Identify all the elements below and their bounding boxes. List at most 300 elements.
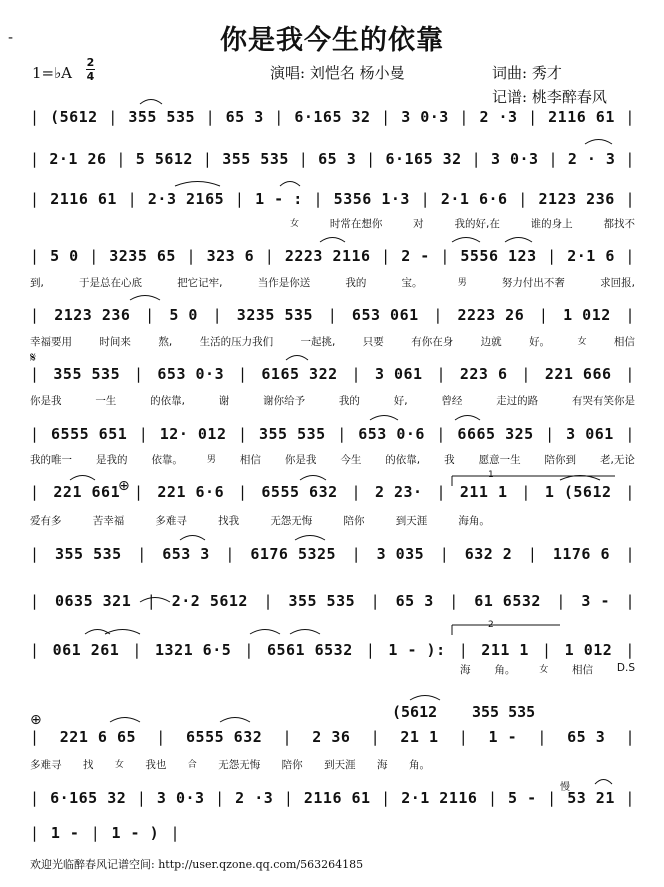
barline: | (237, 425, 248, 443)
barline: | (625, 641, 635, 659)
measure: 2 23· (374, 483, 423, 501)
measure: 5356 1·3 (333, 190, 410, 208)
lyric-word: 愿意一生 (478, 454, 521, 466)
measure: 6665 325 (457, 425, 534, 443)
lyric-word: 无怨无悔 (218, 759, 261, 771)
measure: (5612 (50, 108, 98, 126)
footer-credit: 欢迎光临醉春风记谱空间: http://user.qzone.qq.com/563264185 (30, 858, 364, 871)
measure: 5 - (508, 789, 537, 807)
barline: | (30, 483, 40, 501)
measure: 61 6532 (474, 592, 541, 610)
lyric-word: 有你在身 (411, 336, 454, 348)
barline: | (381, 108, 391, 126)
measure: 6555 632 (186, 728, 263, 746)
volta-2-label: 2 (488, 620, 494, 630)
lyric-word: 海 (377, 759, 388, 771)
lyric-word: 只要 (362, 336, 384, 348)
measure: 65 3 (395, 592, 434, 610)
lyric-word: 对 (413, 218, 424, 230)
barline: | (625, 365, 635, 383)
measure: 6·165 32 (385, 150, 462, 168)
lyric-word: 谢 (218, 395, 230, 407)
lyric-word: 女 (577, 337, 587, 347)
lyric-word: 曾经 (441, 395, 463, 407)
barline: | (458, 728, 469, 746)
score-row (30, 824, 180, 842)
slur (290, 630, 320, 635)
score-row (30, 247, 635, 265)
measure: 12· 012 (159, 425, 227, 443)
segno-mark: 𝄋 (30, 350, 37, 366)
measure: 0635 321 (55, 592, 132, 610)
measure: 6176 5325 (250, 545, 337, 563)
barline: | (30, 247, 40, 265)
lyric-word: 我 (444, 454, 455, 466)
measure: 6555 632 (261, 483, 338, 501)
measure: 355 535 (222, 150, 289, 168)
measure: 2·1 26 (49, 150, 107, 168)
lyric-word: 谢你给予 (263, 395, 306, 407)
slur (105, 630, 140, 635)
lyric-word: 的依靠, (150, 395, 185, 407)
measure: 5 0 (50, 247, 79, 265)
measure: 355 535 (258, 425, 326, 443)
barline: | (440, 247, 450, 265)
lyric-word: 爱有多 (30, 515, 62, 527)
barline: | (625, 190, 635, 208)
measure: 2 ·3 (479, 108, 518, 126)
lyric-word: 找我 (218, 515, 240, 527)
barline: | (145, 306, 155, 324)
time-signature (86, 57, 95, 82)
barline: | (30, 592, 40, 610)
barline: | (146, 592, 157, 610)
slur (452, 238, 480, 243)
measure: 53 21 (567, 789, 615, 807)
barline: | (205, 108, 216, 126)
measure: 2 - (401, 247, 430, 265)
lyric-word: 时常在想你 (329, 218, 383, 230)
time-signature-bottom: 4 (86, 70, 95, 83)
lyric-word: 我的 (345, 277, 367, 289)
lyric-word: 陪你 (343, 515, 365, 527)
barline: | (538, 306, 549, 324)
barline: | (547, 247, 557, 265)
barline: | (528, 108, 538, 126)
barline: | (625, 425, 635, 443)
measure: 221 661 (53, 483, 121, 501)
lyric-word: 海 (460, 664, 471, 676)
barline: | (30, 150, 40, 168)
lyric-word: D.S (616, 662, 635, 674)
score-row (30, 545, 635, 563)
barline: | (138, 425, 149, 443)
lyric-word: 多难寻 (30, 759, 62, 771)
lyric-word: 一起挑, (300, 336, 336, 348)
barline: | (30, 641, 40, 659)
lyric-word: 谁的身上 (530, 218, 573, 230)
lyric-word: 找 (82, 759, 94, 771)
lyric-word: 幸福要用 (30, 336, 72, 348)
barline: | (30, 728, 40, 746)
lyric-word: 有哭有笑你是 (572, 395, 635, 407)
measure: 5 5612 (135, 150, 193, 168)
barline: | (134, 365, 144, 383)
barline: | (202, 150, 213, 168)
lyric-line (30, 334, 635, 349)
measure: 3 - (581, 592, 610, 610)
barline: | (30, 545, 40, 563)
slur (295, 536, 325, 541)
barline: | (127, 190, 138, 208)
barline: | (521, 483, 531, 501)
lyric-word: 我的唯一 (30, 454, 72, 466)
barline: | (116, 150, 126, 168)
measure: 3235 535 (236, 306, 314, 324)
barline: | (449, 592, 459, 610)
lyric-word: 相信 (613, 336, 635, 348)
score-row (30, 641, 635, 659)
lyric-line (30, 275, 635, 290)
lyric-word: 依靠。 (151, 454, 183, 466)
barline: | (366, 150, 376, 168)
barline: | (136, 789, 147, 807)
slur (130, 296, 160, 301)
lyricist-credit: 词曲: 秀才 (492, 64, 562, 82)
lyric-word: 到天涯 (395, 515, 428, 527)
barline: | (337, 425, 347, 443)
lyric-word: 角。 (494, 664, 516, 676)
measure: 2 36 (312, 728, 351, 746)
barline: | (234, 190, 245, 208)
measure: 355 535 (55, 545, 122, 563)
lyric-line (30, 757, 430, 772)
measure: 2223 26 (457, 306, 525, 324)
barline: | (625, 728, 635, 746)
slur (505, 238, 532, 243)
time-signature-top: 2 (86, 56, 95, 69)
lyric-word: 好。 (529, 336, 551, 348)
measure: 653 3 (162, 545, 210, 563)
barline: | (108, 108, 118, 126)
slur (455, 416, 480, 421)
lyric-word: 生活的压力我们 (199, 336, 274, 348)
measure: 632 2 (464, 545, 513, 563)
barline: | (30, 108, 40, 126)
barline: | (90, 824, 101, 842)
slow-mark: 慢 (560, 782, 570, 793)
lyric-word: 老,无论 (600, 454, 635, 466)
lyric-line (30, 393, 635, 408)
barline: | (89, 247, 99, 265)
lyric-word: 当作是你送 (257, 277, 311, 289)
barline: | (487, 789, 498, 807)
barline: | (170, 824, 180, 842)
measure: 2·3 2165 (147, 190, 225, 208)
barline: | (521, 365, 531, 383)
measure: 2116 61 (50, 190, 117, 208)
barline: | (134, 483, 144, 501)
barline: | (298, 150, 309, 168)
lyric-word: 一生 (95, 395, 117, 407)
barline: | (625, 592, 635, 610)
measure: 2116 61 (303, 789, 371, 807)
score-row (30, 592, 635, 610)
measure: 2·1 6·6 (440, 190, 508, 208)
measure: 2123 236 (538, 190, 615, 208)
barline: | (30, 190, 40, 208)
coda-intro-measure-2: 355 535 (472, 703, 536, 721)
volta-1-label: 1 (488, 470, 494, 480)
barline: | (542, 641, 552, 659)
barline: | (264, 247, 275, 265)
barline: | (436, 425, 446, 443)
lyric-word: 相信 (572, 664, 594, 676)
measure: 3 0·3 (490, 150, 539, 168)
barline: | (625, 483, 635, 501)
measure: 653 0·3 (157, 365, 225, 383)
barline: | (625, 545, 635, 563)
measure: 1 - (50, 824, 80, 842)
barline: | (327, 306, 338, 324)
slur (370, 416, 398, 421)
measure: 3235 65 (109, 247, 176, 265)
measure: 5556 123 (460, 247, 537, 265)
barline: | (137, 545, 147, 563)
measure: 355 535 (53, 365, 121, 383)
measure: 223 6 (459, 365, 508, 383)
measure: 2116 61 (548, 108, 615, 126)
lyric-word: 宝。 (401, 277, 423, 289)
lyric-word: 女 (290, 219, 300, 229)
barline: | (381, 247, 391, 265)
measure: 1 - (488, 728, 518, 746)
measure: 1 - : (255, 190, 303, 208)
measure: 6·165 32 (50, 789, 127, 807)
lyric-line (460, 662, 635, 677)
slur (560, 476, 600, 481)
slur (180, 536, 205, 541)
barline: | (132, 641, 142, 659)
measure: 1176 6 (552, 545, 610, 563)
barline: | (545, 425, 555, 443)
lyric-word: 你是我 (30, 395, 62, 407)
barline: | (436, 483, 446, 501)
lyric-word: 今生 (340, 454, 362, 466)
transcriber-credit: 记谱: 桃李醉春风 (492, 88, 607, 106)
measure: 2·1 6 (567, 247, 615, 265)
lyric-word: 到天涯 (324, 759, 356, 771)
score-row (30, 306, 635, 324)
lyric-word: 女 (114, 760, 124, 770)
slur (595, 780, 612, 785)
barline: | (30, 365, 40, 383)
page-dash: - (8, 30, 14, 46)
lyric-word: 好, (393, 395, 408, 407)
measure: 221 666 (544, 365, 612, 383)
barline: | (556, 592, 566, 610)
barline: | (30, 824, 40, 842)
score-row (30, 150, 635, 168)
barline: | (238, 365, 248, 383)
slur (585, 140, 612, 145)
measure: 221 6·6 (157, 483, 225, 501)
lyric-word: 男 (206, 455, 216, 465)
slur (280, 182, 300, 187)
lyric-word: 合 (187, 760, 197, 770)
lyric-word: 熬, (158, 336, 173, 348)
score-row (30, 425, 635, 443)
measure: 2223 2116 (284, 247, 371, 265)
coda-intro-measure-1: (5612 (392, 703, 438, 721)
lyric-word: 于是总在心底 (79, 277, 143, 289)
measure: 3 0·3 (156, 789, 205, 807)
slur (110, 718, 140, 723)
lyric-word: 陪你 (281, 759, 303, 771)
barline: | (30, 306, 40, 324)
lyric-word: 把它记牢, (177, 277, 223, 289)
lyric-word: 到, (30, 277, 44, 289)
barline: | (625, 306, 635, 324)
coda-mark: ⊕ (118, 478, 130, 494)
barline: | (30, 425, 40, 443)
slur (140, 100, 162, 105)
measure: 65 3 (567, 728, 606, 746)
barline: | (436, 365, 446, 383)
slur (286, 356, 308, 361)
lyric-word: 我的好,在 (454, 218, 500, 230)
score-row (30, 789, 635, 807)
barline: | (420, 190, 431, 208)
barline: | (625, 789, 635, 807)
barline: | (527, 545, 538, 563)
measure: 2·2 5612 (171, 592, 248, 610)
barline: | (351, 483, 362, 501)
measure: 2 · 3 (567, 150, 616, 168)
score-row (30, 190, 635, 208)
lyric-word: 是我的 (95, 454, 128, 466)
lyric-word: 努力付出不奢 (501, 277, 565, 289)
barline: | (458, 641, 469, 659)
slur (410, 696, 440, 701)
barline: | (547, 789, 557, 807)
measure: 3 061 (374, 365, 423, 383)
measure: 1 012 (563, 306, 611, 324)
barline: | (518, 190, 528, 208)
measure: 1321 6·5 (155, 641, 232, 659)
measure: 1 (5612 (544, 483, 612, 501)
measure: 2·1 2116 (401, 789, 478, 807)
measure: 6·165 32 (294, 108, 371, 126)
measure: 21 1 (400, 728, 439, 746)
lyric-word: 求回报, (600, 277, 635, 289)
lyric-word: 都找不 (603, 218, 635, 230)
barline: | (439, 545, 450, 563)
measure: 2 ·3 (235, 789, 274, 807)
barline: | (548, 150, 558, 168)
measure: 65 3 (225, 108, 264, 126)
lyric-word: 的依靠, (385, 454, 421, 466)
barline: | (459, 108, 469, 126)
barline: | (351, 545, 362, 563)
barline: | (370, 592, 381, 610)
singers-credit: 演唱: 刘恺名 杨小曼 (270, 64, 405, 82)
barline: | (351, 365, 362, 383)
measure: 65 3 (318, 150, 357, 168)
barline: | (433, 306, 443, 324)
key-signature: 1=♭A (32, 64, 73, 82)
song-title: 你是我今生的依靠 (220, 25, 444, 56)
measure: 1 - ) (111, 824, 160, 842)
barline: | (471, 150, 482, 168)
lyric-word: 苦幸福 (92, 515, 125, 527)
measure: 355 535 (128, 108, 196, 126)
barline: | (625, 150, 635, 168)
measure: 355 535 (288, 592, 356, 610)
measure: 061 261 (52, 641, 120, 659)
slur (175, 182, 220, 187)
measure: 3 061 (566, 425, 614, 443)
barline: | (370, 728, 381, 746)
lyric-word: 多难寻 (155, 515, 187, 527)
measure: 6561 6532 (266, 641, 353, 659)
measure: 211 1 (481, 641, 529, 659)
slur (70, 476, 95, 481)
barline: | (537, 728, 547, 746)
measure: 1 - ): (388, 641, 446, 659)
barline: | (186, 247, 197, 265)
lyric-word: 你是我 (284, 454, 317, 466)
barline: | (283, 789, 294, 807)
barline: | (625, 108, 635, 126)
measure: 221 6 65 (59, 728, 137, 746)
barline: | (263, 592, 273, 610)
measure: 2123 236 (54, 306, 131, 324)
barline: | (381, 789, 391, 807)
slur (250, 630, 280, 635)
lyric-word: 海角。 (458, 515, 490, 527)
barline: | (244, 641, 254, 659)
lyric-word: 边就 (480, 336, 502, 348)
barline: | (365, 641, 376, 659)
measure: 5 0 (169, 306, 198, 324)
slur (300, 476, 326, 481)
barline: | (30, 789, 40, 807)
barline: | (274, 108, 284, 126)
measure: 653 0·6 (358, 425, 425, 443)
barline: | (212, 306, 223, 324)
score-row (30, 365, 635, 383)
slur (85, 630, 110, 635)
lyric-word: 男 (457, 278, 467, 288)
lyric-word: 女 (539, 665, 549, 675)
lyric-word: 角。 (408, 759, 430, 771)
lyric-word: 走过的路 (496, 395, 539, 407)
lyric-word: 相信 (239, 454, 261, 466)
barline: | (156, 728, 166, 746)
measure: 1 012 (564, 641, 613, 659)
slur (220, 718, 250, 723)
lyric-line (30, 513, 490, 528)
measure: 6555 651 (51, 425, 128, 443)
lyric-word: 我也 (145, 759, 167, 771)
measure: 6165 322 (261, 365, 338, 383)
measure: 653 061 (351, 306, 419, 324)
lyric-word: 无怨无悔 (270, 515, 313, 527)
lyric-word: 我的 (338, 395, 360, 407)
measure: 3 0·3 (401, 108, 449, 126)
score-row (30, 728, 635, 746)
